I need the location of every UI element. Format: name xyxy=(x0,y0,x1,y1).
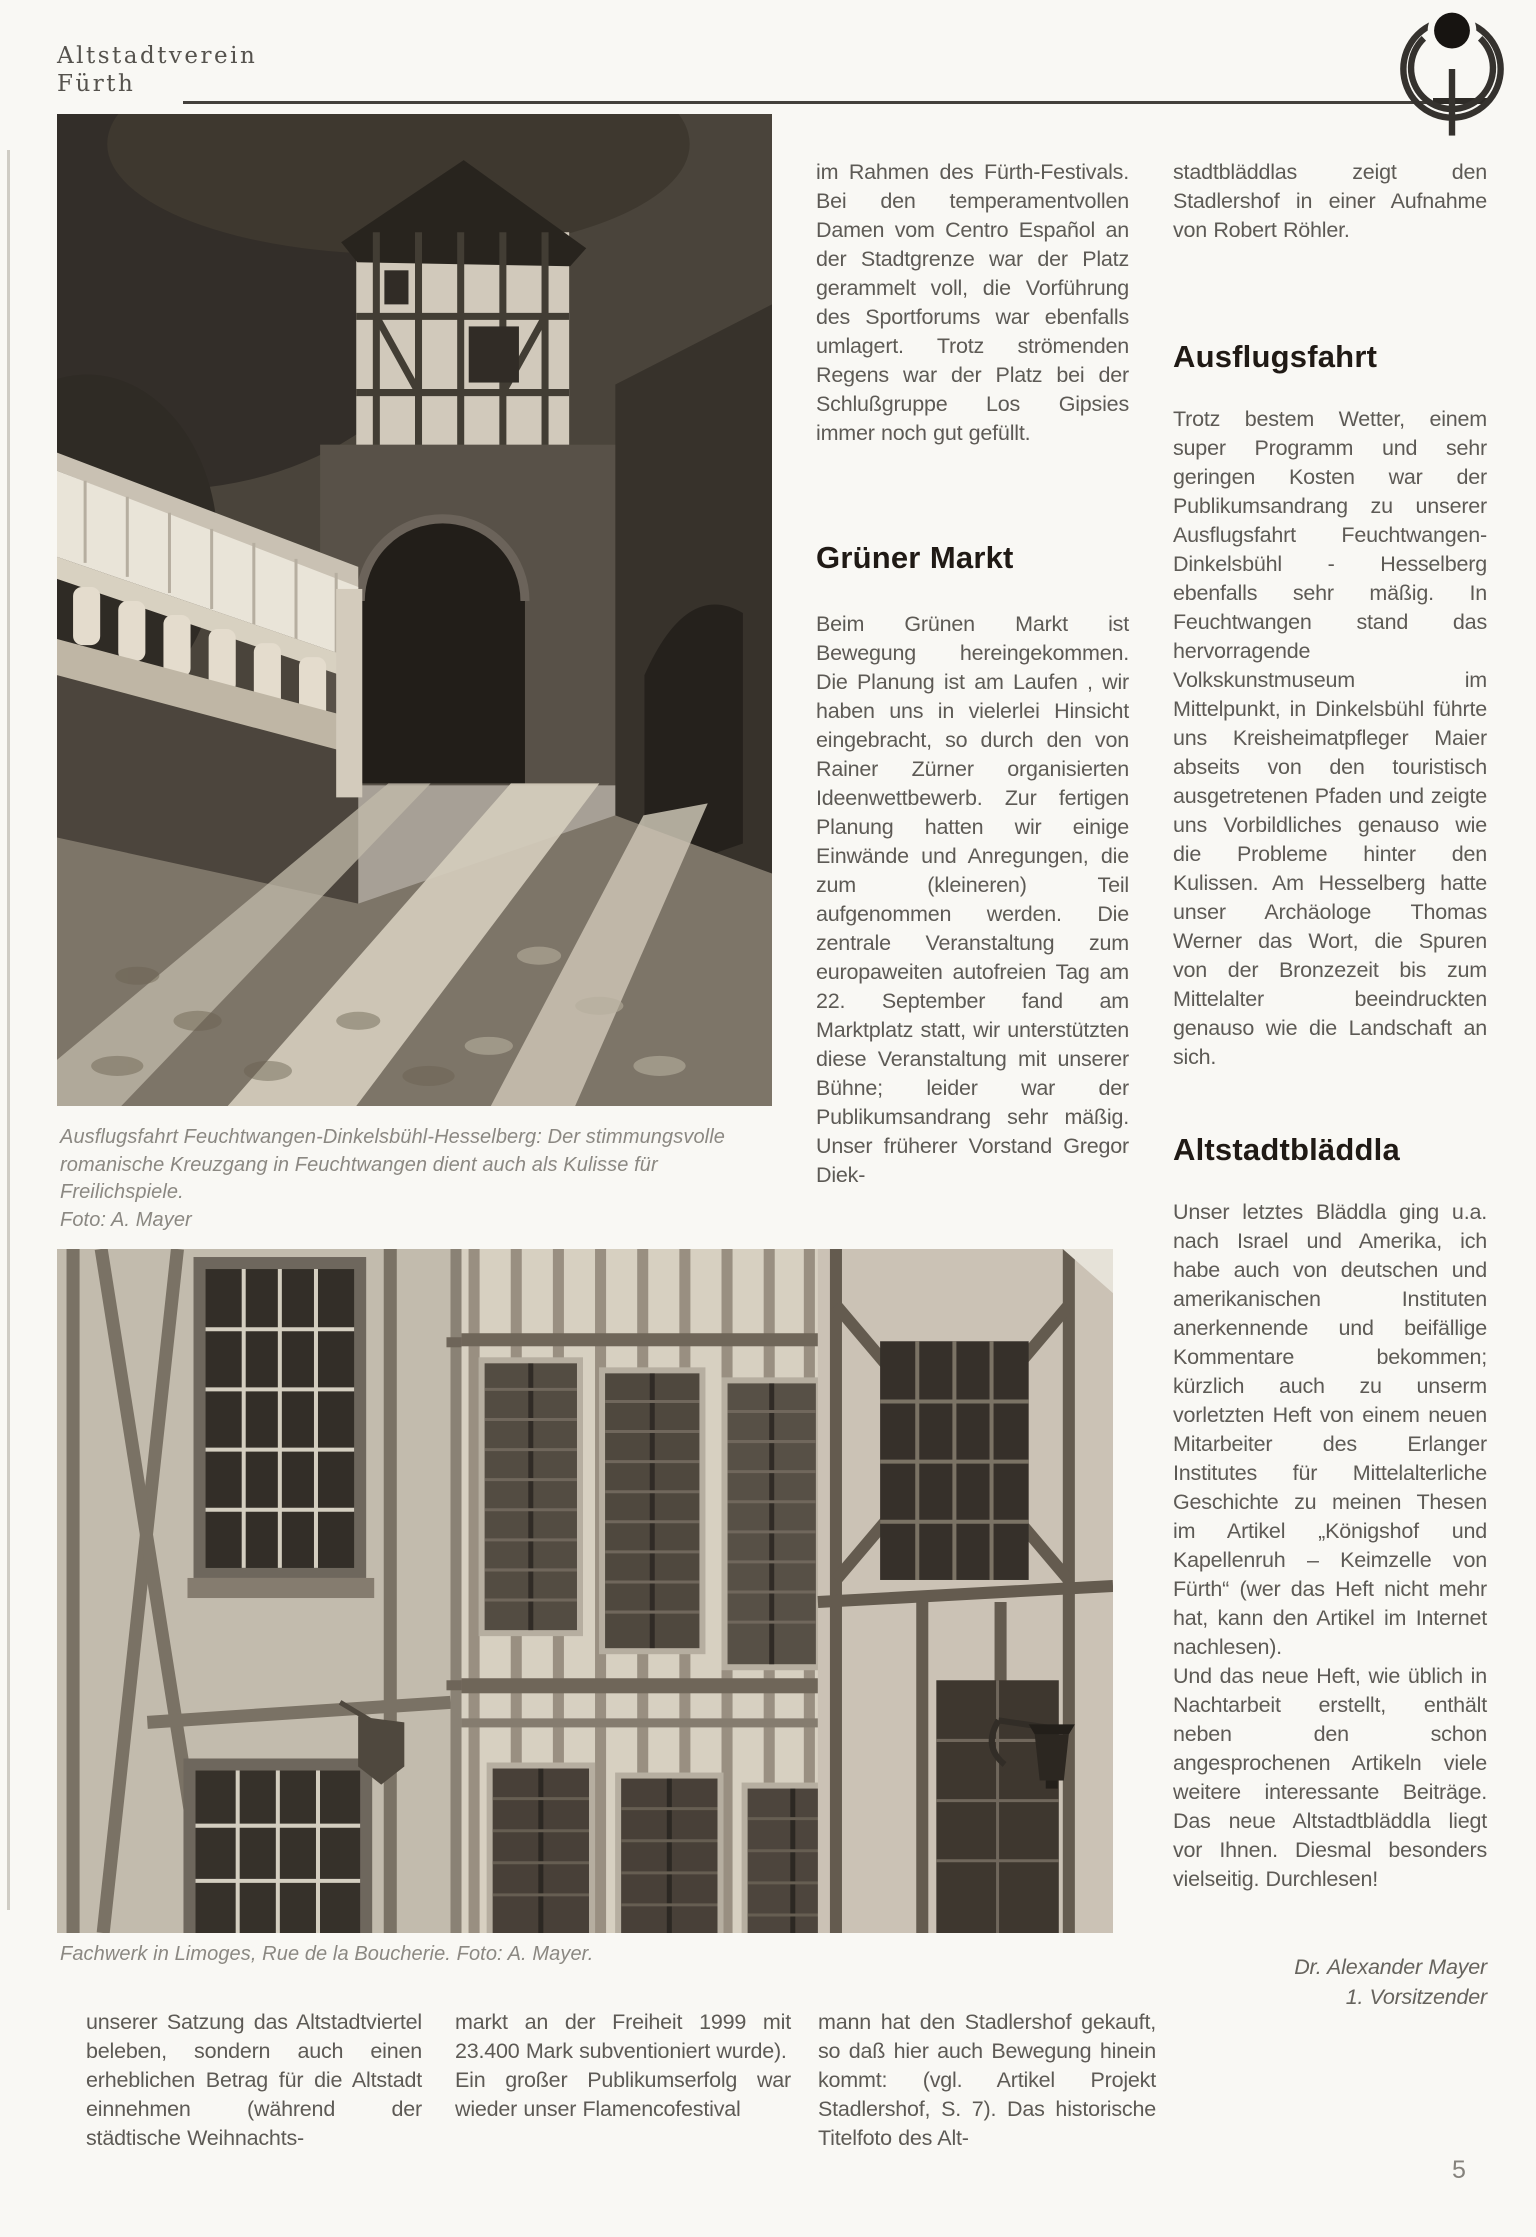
column-right xyxy=(1173,158,1487,2012)
photo-cloister-figure xyxy=(57,114,772,1106)
bottom-column-3 xyxy=(818,2008,1156,2153)
signature-role: 1. Vorsitzender xyxy=(1345,1985,1487,2009)
heading-ausflugsfahrt: Ausflugsfahrt xyxy=(1173,339,1378,374)
heading-altstadtblaeddla: Altstadtbläddla xyxy=(1173,1132,1400,1167)
photo1-caption-text: Ausflugsfahrt Feuchtwangen-Dinkelsbühl-Hesselberg: Der stimmungsvolle romanische Kreuzgang in Feuchtwangen dient auch als Kulisse für Freilichspiele. xyxy=(60,1126,725,1203)
masthead xyxy=(57,42,257,98)
photo2-caption xyxy=(60,1941,960,1969)
org-name-line1: Altstadtverein xyxy=(57,43,258,69)
bottom-col3-paragraph: mann hat den Stadlershof gekauft, so daß hier auch Bewegung hinein kommt: (vgl. Artikel Projekt Stadlershof, S. 7). Das historische Titelfoto des Alt- xyxy=(818,2010,1156,2150)
page-number: 5 xyxy=(1452,2156,1466,2184)
middle-paragraph-1: im Rahmen des Fürth-Festivals. Bei den temperamentvollen Damen vom Centro Español an der Stadtgrenze war der Platz gerammelt voll, die Vorführung des Sportforums war ebenfalls umlagert. Trotz strömenden Regens war der Platz bei der Schlußgruppe Los Gipsies immer noch gut gefüllt. xyxy=(816,160,1129,445)
heading-gruener-markt: Grüner Markt xyxy=(816,540,1014,575)
bottom-column-2 xyxy=(455,2008,791,2124)
org-name-line2: Fürth xyxy=(57,71,136,97)
photo1-caption xyxy=(60,1124,768,1234)
altstadtverein-logo-icon xyxy=(1388,2,1516,136)
photo-fachwerk xyxy=(57,1249,1113,1933)
right-paragraph-1: stadtbläddlas zeigt den Stadlershof in einer Aufnahme von Robert Röhler. xyxy=(1173,160,1487,242)
right-paragraph-3: Unser letztes Bläddla ging u.a. nach Israel und Amerika, ich habe auch von deutschen und amerikanischen Instituten anerkennende und beifällige Kommentare bekommen; kürzlich auch zu unserm vorletzten Heft von einem neuen Mitarbeiter des Erlanger Institutes für Mittelalterliche Geschichte zu meinen Thesen im Artikel „Königshof und Kapellenruh – Keimzelle von Fürth“ (wer das Heft nicht mehr hat, kann den Artikel im Internet nachlesen). xyxy=(1173,1200,1487,1659)
signature-block xyxy=(1173,1952,1487,2012)
photo1-caption-credit: Foto: A. Mayer xyxy=(60,1208,192,1231)
column-middle xyxy=(816,158,1129,1190)
bottom-col1-paragraph: unserer Satzung das Altstadtviertel beleben, sondern auch einen erheblichen Betrag für die Altstadt einnehmen (während der städtische Weihnachts- xyxy=(86,2010,422,2150)
photo-cloister xyxy=(57,114,772,1106)
signature-name: Dr. Alexander Mayer xyxy=(1294,1955,1487,1979)
scan-edge-artifact xyxy=(7,150,10,1910)
bottom-col2-paragraph-1: markt an der Freiheit 1999 mit 23.400 Mark subventioniert wurde). xyxy=(455,2010,791,2063)
right-paragraph-4: Und das neue Heft, wie üblich in Nachtarbeit erstellt, enthält neben den schon angesprochenen Artikeln viele weitere interessante Beiträge. Das neue Altstadtbläddla liegt vor Ihnen. Diesmal besonders vielseitig. Durchlesen! xyxy=(1173,1664,1487,1891)
photo-fachwerk-figure xyxy=(57,1249,1113,1933)
header-rule xyxy=(183,101,1440,104)
photo2-caption-text: Fachwerk in Limoges, Rue de la Boucherie. Foto: A. Mayer. xyxy=(60,1943,594,1965)
bottom-column-1 xyxy=(86,2008,422,2153)
bottom-col2-paragraph-2: Ein großer Publikumserfolg war wieder unser Flamencofestival xyxy=(455,2068,791,2121)
right-paragraph-2: Trotz bestem Wetter, einem super Programm und sehr geringen Kosten war der Publikumsandrang zu unserer Ausflugsfahrt Feuchtwangen-Dinkelsbühl - Hesselberg ebenfalls sehr mäßig. In Feuchtwangen stand das hervorragende Volkskunstmuseum im Mittelpunkt, in Dinkelsbühl führte uns Kreisheimatpfleger Maier abseits von den touristisch ausgetretenen Pfaden und zeigte uns Vorbildliches genauso wie die Probleme hinter den Kulissen. Am Hesselberg hatte unser Archäologe Thomas Werner das Wort, die Spuren von der Bronzezeit bis zum Mittelalter beeindruckten genauso wie die Landschaft an sich. xyxy=(1173,407,1487,1069)
middle-paragraph-2: Beim Grünen Markt ist Bewegung hereingekommen. Die Planung ist am Laufen , wir haben uns in vielerlei Hinsicht eingebracht, so durch den von Rainer Zürner organisierten Ideenwettbewerb. Zur fertigen Planung hatten wir einige Einwände und Anregungen, die zum (kleineren) Teil aufgenommen werden. Die zentrale Veranstaltung zum europaweiten autofreien Tag am 22. September fand am Marktplatz statt, wir unterstützten diese Veranstaltung mit unserer Bühne; leider war der Publikumsandrang sehr mäßig. Unser früherer Vorstand Gregor Diek- xyxy=(816,612,1129,1187)
